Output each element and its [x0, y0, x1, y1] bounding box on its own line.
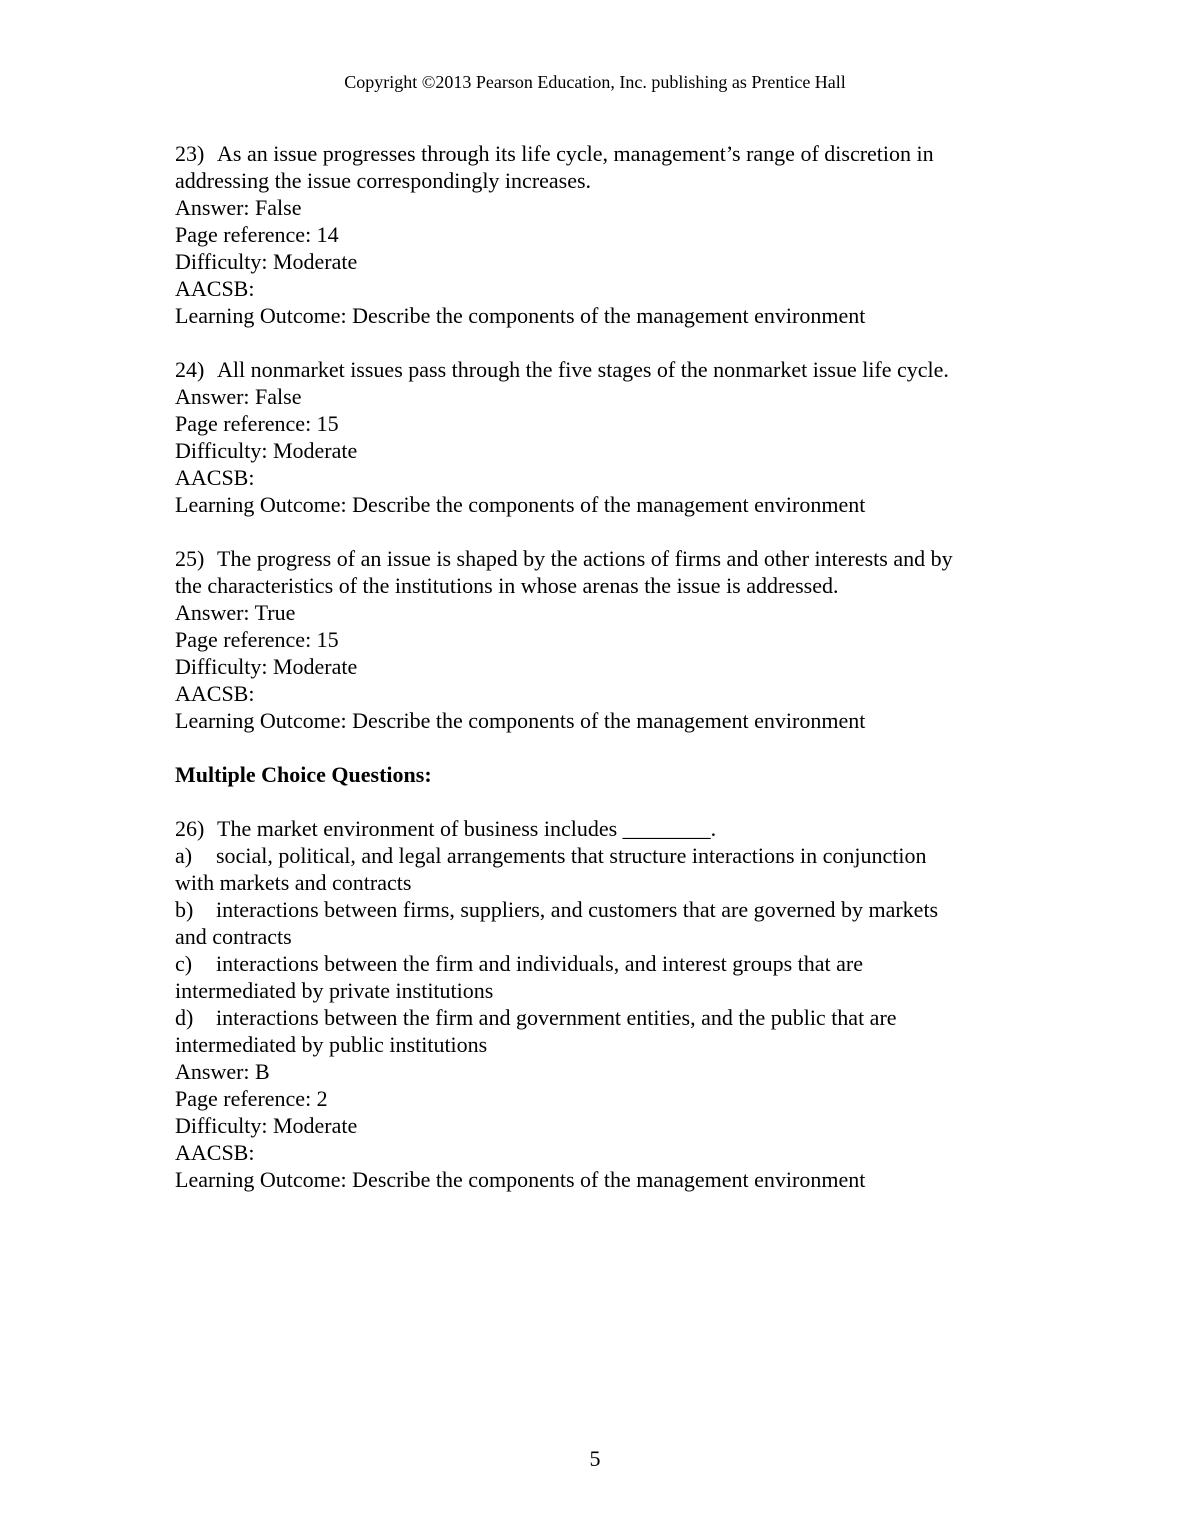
learning-outcome: Learning Outcome: Describe the components of the management environment [175, 1167, 866, 1192]
question-text: The progress of an issue is shaped by the actions of firms and other interests and by [217, 546, 953, 571]
page-number: 5 [589, 1446, 601, 1471]
question-text: The market environment of business includes ________. [217, 816, 717, 841]
option-text: interactions between the firm and individuals, and interest groups that are [216, 951, 863, 976]
option-d [175, 1004, 1015, 1031]
option-text: interactions between the firm and government entities, and the public that are [216, 1005, 897, 1030]
question-text: As an issue progresses through its life cycle, management’s range of discretion in [217, 141, 934, 166]
option-b-continued: and contracts [175, 924, 292, 949]
aacsb: AACSB: [175, 1140, 255, 1165]
question-26 [175, 815, 1015, 1193]
question-number: 25) [175, 546, 205, 571]
option-c-continued: intermediated by private institutions [175, 978, 494, 1003]
answer: Answer: False [175, 195, 302, 220]
answer: Answer: True [175, 600, 296, 625]
learning-outcome: Learning Outcome: Describe the components of the management environment [175, 708, 866, 733]
option-a-continued: with markets and contracts [175, 870, 412, 895]
page-reference: Page reference: 14 [175, 222, 339, 247]
aacsb: AACSB: [175, 276, 255, 301]
aacsb: AACSB: [175, 681, 255, 706]
document-body [175, 140, 1015, 1193]
section-title: Multiple Choice Questions: [175, 762, 432, 787]
question-23-line-1 [175, 140, 1015, 167]
option-text: interactions between firms, suppliers, and customers that are governed by markets [216, 897, 939, 922]
difficulty: Difficulty: Moderate [175, 654, 358, 679]
answer: Answer: B [175, 1059, 270, 1084]
question-26-stem [175, 815, 1015, 842]
option-label: c) [175, 951, 193, 976]
option-c [175, 950, 1015, 977]
question-25-line-1 [175, 545, 1015, 572]
question-25-line-2: the characteristics of the institutions in whose arenas the issue is addressed. [175, 573, 839, 598]
question-23 [175, 140, 1015, 329]
question-24-line-1 [175, 356, 1015, 383]
question-number: 23) [175, 141, 205, 166]
page-reference: Page reference: 15 [175, 627, 339, 652]
difficulty: Difficulty: Moderate [175, 249, 358, 274]
question-24 [175, 356, 1015, 518]
page-reference: Page reference: 2 [175, 1086, 328, 1111]
question-text: All nonmarket issues pass through the five stages of the nonmarket issue life cycle. [217, 357, 949, 382]
difficulty: Difficulty: Moderate [175, 438, 358, 463]
copyright-header: Copyright ©2013 Pearson Education, Inc. publishing as Prentice Hall [344, 72, 846, 92]
answer: Answer: False [175, 384, 302, 409]
page-reference: Page reference: 15 [175, 411, 339, 436]
option-text: social, political, and legal arrangements that structure interactions in conjunction [216, 843, 927, 868]
difficulty: Difficulty: Moderate [175, 1113, 358, 1138]
option-label: a) [175, 843, 193, 868]
learning-outcome: Learning Outcome: Describe the components of the management environment [175, 492, 866, 517]
option-a [175, 842, 1015, 869]
aacsb: AACSB: [175, 465, 255, 490]
option-d-continued: intermediated by public institutions [175, 1032, 488, 1057]
question-number: 26) [175, 816, 205, 841]
question-25 [175, 545, 1015, 734]
learning-outcome: Learning Outcome: Describe the components of the management environment [175, 303, 866, 328]
question-number: 24) [175, 357, 205, 382]
option-label: b) [175, 897, 194, 922]
question-23-line-2: addressing the issue correspondingly increases. [175, 168, 592, 193]
option-label: d) [175, 1005, 194, 1030]
option-b [175, 896, 1015, 923]
